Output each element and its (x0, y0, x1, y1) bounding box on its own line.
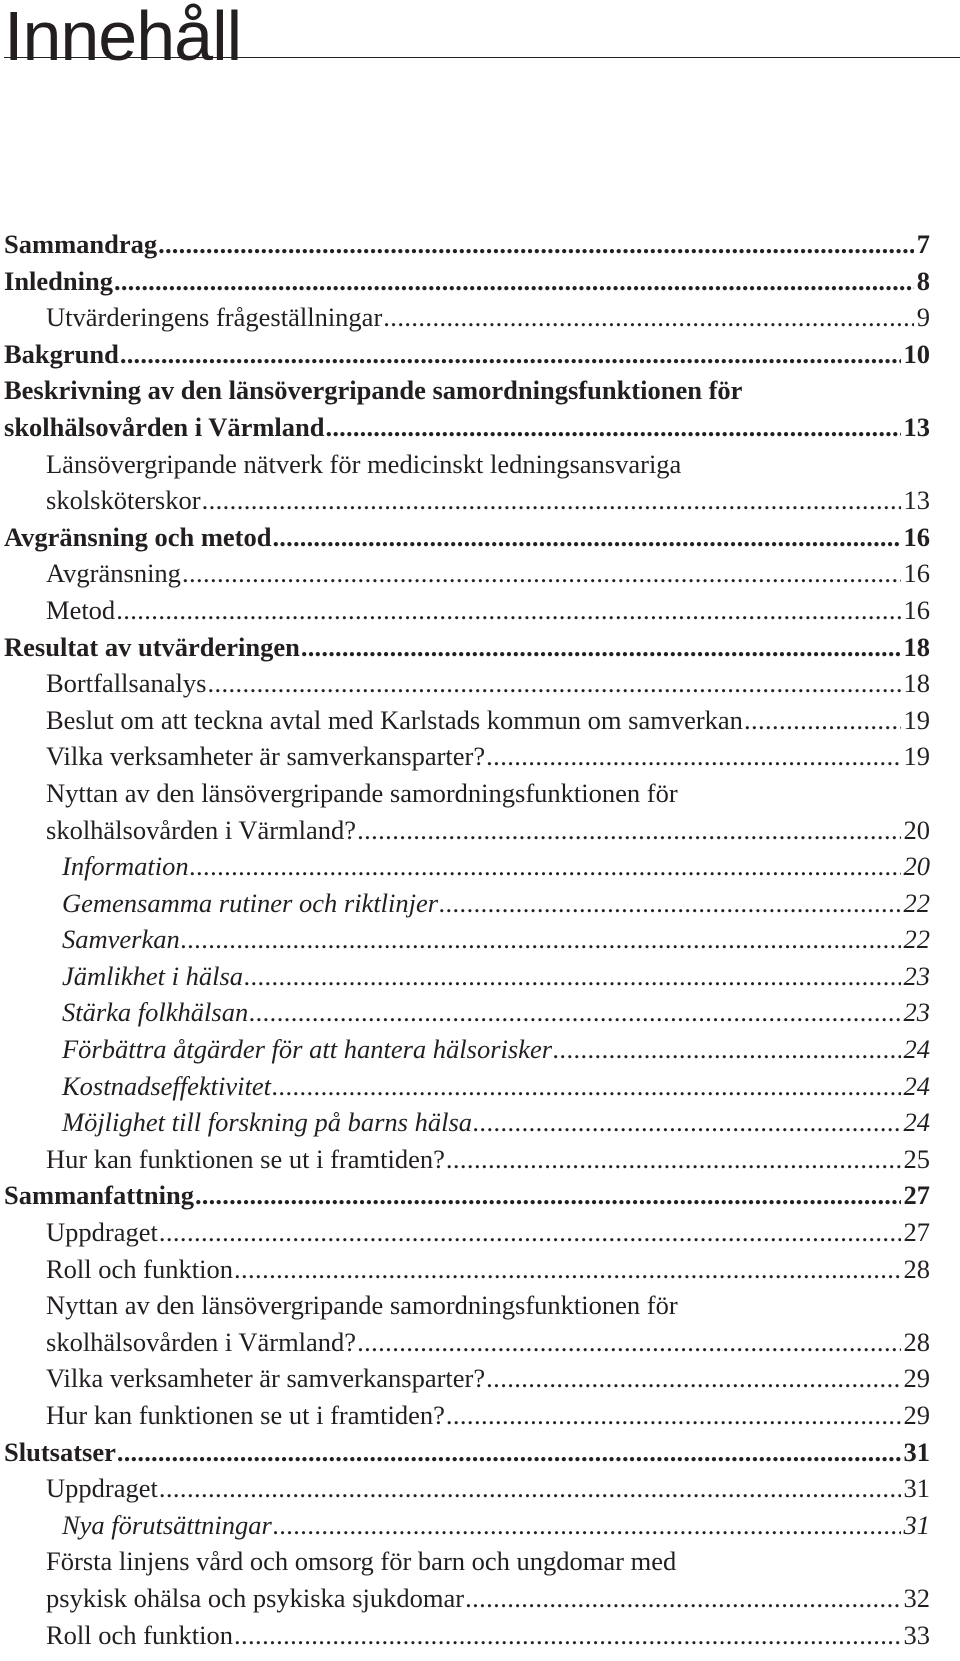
toc-entry-page-number: 8 (916, 265, 930, 296)
dot-leader (357, 812, 900, 849)
dot-leader (190, 848, 901, 885)
toc-entry-page-number: 16 (903, 594, 930, 625)
toc-entry[interactable] (4, 629, 930, 666)
toc-entry-title: Länsövergripande nätverk för medicinskt ledningsansvariga (46, 448, 682, 479)
toc-entry[interactable] (4, 1397, 930, 1434)
toc-entry-page-number: 27 (903, 1217, 930, 1248)
toc-entry-title: Metod (46, 594, 116, 625)
toc-entry-title: Bortfallsanalys (46, 668, 207, 699)
dot-leader (553, 1031, 900, 1068)
toc-entry[interactable] (4, 1068, 930, 1105)
toc-entry-page-number: 7 (916, 229, 930, 259)
toc-entry-title: psykisk ohälsa och psykiska sjukdomar (46, 1582, 465, 1613)
toc-entry-title: Jämlikhet i hälsa (62, 960, 244, 991)
toc-entry[interactable] (4, 555, 930, 592)
dot-leader (182, 555, 901, 592)
toc-entry-page-number: 18 (903, 668, 930, 699)
dot-leader (744, 702, 901, 739)
dot-leader (234, 1251, 901, 1288)
toc-entry[interactable] (4, 592, 930, 629)
toc-entry-page-number: 22 (903, 887, 930, 918)
toc-entry-page-number: 18 (903, 631, 930, 662)
toc-entry[interactable] (4, 1360, 930, 1397)
toc-entry-title: skolsköterskor (46, 485, 201, 516)
toc-entry-title: Vilka verksamheter är samverkansparter? (46, 1363, 486, 1394)
toc-entry-title: Slutsatser (4, 1436, 116, 1467)
toc-entry-title: Inledning (4, 265, 114, 296)
dot-leader (272, 1068, 900, 1105)
dot-leader (273, 1507, 901, 1544)
toc-entry[interactable] (4, 372, 930, 445)
dot-leader (159, 1470, 901, 1507)
toc-entry-page-number: 33 (903, 1619, 930, 1650)
dot-leader (446, 1141, 901, 1178)
toc-entry-page-number: 10 (903, 338, 930, 369)
toc-entry-page-number: 20 (903, 814, 930, 845)
toc-entry[interactable] (4, 1617, 930, 1654)
toc-entry[interactable] (4, 885, 930, 922)
toc-entry[interactable] (4, 1251, 930, 1288)
toc-entry-page-number: 16 (903, 521, 930, 552)
toc-entry-title: Gemensamma rutiner och riktlinjer (62, 887, 439, 918)
toc-entry[interactable] (4, 263, 930, 300)
toc-entry-title: Vilka verksamheter är samverkansparter? (46, 741, 486, 772)
toc-entry-title: Nya förutsättningar (62, 1509, 272, 1540)
toc-entry-page-number: 29 (903, 1363, 930, 1394)
toc-entry[interactable] (4, 665, 930, 702)
toc-entry[interactable] (4, 1177, 930, 1214)
toc-entry[interactable] (4, 958, 930, 995)
toc-entry-title: Information (62, 851, 189, 882)
dot-leader (301, 629, 901, 666)
toc-entry-title: Roll och funktion (46, 1253, 233, 1284)
toc-entry-page-number: 31 (903, 1509, 930, 1540)
toc-entry-page-number: 28 (903, 1326, 930, 1357)
toc-entry-page-number: 22 (903, 924, 930, 955)
dot-leader (439, 885, 900, 922)
toc-entry-title: Sammanfattning (4, 1180, 194, 1211)
toc-entry[interactable] (4, 1543, 930, 1616)
toc-entry[interactable] (4, 738, 930, 775)
toc-entry-title: Hur kan funktionen se ut i framtiden? (46, 1143, 445, 1174)
toc-entry[interactable] (4, 921, 930, 958)
dot-leader (272, 519, 900, 556)
toc-entry-title: Nyttan av den länsövergripande samordningsfunktionen för (46, 777, 678, 808)
toc-entry-page-number: 13 (903, 485, 930, 516)
toc-entry[interactable] (4, 1031, 930, 1068)
toc-entry[interactable] (4, 1287, 930, 1360)
toc-entry-title: Beskrivning av den länsövergripande samordningsfunktionen för (4, 375, 743, 406)
toc-entry-title: Samverkan (62, 924, 180, 955)
toc-entry-page-number: 23 (903, 960, 930, 991)
title-underline (4, 57, 960, 58)
dot-leader (486, 738, 900, 775)
dot-leader (465, 1580, 900, 1617)
toc-entry[interactable] (4, 1214, 930, 1251)
dot-leader (202, 482, 901, 519)
toc-entry-page-number: 13 (903, 411, 930, 442)
toc-entry-title: Roll och funktion (46, 1619, 233, 1650)
toc-entry-title: skolhälsovården i Värmland? (46, 814, 357, 845)
dot-leader (244, 958, 900, 995)
dot-leader (473, 1104, 900, 1141)
toc-entry-title: Hur kan funktionen se ut i framtiden? (46, 1400, 445, 1430)
toc-entry-title: Stärka folkhälsan (62, 997, 249, 1028)
dot-leader (195, 1177, 901, 1214)
toc-entry-title: skolhälsovården i Värmland (4, 411, 325, 442)
table-of-contents (4, 226, 930, 1653)
dot-leader (383, 299, 913, 336)
toc-entry-title: Resultat av utvärderingen (4, 631, 300, 662)
toc-entry-title: Avgränsning och metod (4, 521, 272, 552)
toc-entry-page-number: 9 (916, 302, 930, 333)
dot-leader (120, 336, 901, 373)
dot-leader (116, 592, 900, 629)
toc-entry[interactable] (4, 702, 930, 739)
toc-entry[interactable] (4, 1141, 930, 1178)
toc-entry[interactable] (4, 519, 930, 556)
toc-entry-page-number: 27 (903, 1180, 930, 1211)
toc-entry-title: Uppdraget (46, 1217, 158, 1248)
toc-entry-title: Möjlighet till forskning på barns hälsa (62, 1107, 473, 1138)
dot-leader (207, 665, 900, 702)
toc-entry-page-number: 29 (903, 1400, 930, 1430)
toc-entry-title: Förbättra åtgärder för att hantera hälsorisker (62, 1034, 553, 1065)
toc-entry[interactable] (4, 446, 930, 519)
dot-leader (158, 226, 914, 263)
page-title: Innehåll (4, 0, 242, 75)
toc-entry-title: Uppdraget (46, 1473, 158, 1504)
toc-entry-title: Första linjens vård och omsorg för barn och ungdomar med (46, 1546, 677, 1577)
dot-leader (326, 409, 901, 446)
toc-entry-title: Utvärderingens frågeställningar (46, 302, 383, 333)
toc-entry-title: Bakgrund (4, 338, 119, 369)
toc-entry-title: Beslut om att teckna avtal med Karlstads kommun om samverkan (46, 704, 743, 735)
toc-entry[interactable] (4, 1434, 930, 1471)
dot-leader (486, 1360, 900, 1397)
dot-leader (234, 1617, 901, 1654)
toc-entry[interactable] (4, 1470, 930, 1507)
toc-entry-page-number: 19 (903, 704, 930, 735)
toc-entry[interactable] (4, 994, 930, 1031)
toc-entry[interactable] (4, 1507, 930, 1544)
dot-leader (181, 921, 901, 958)
toc-entry[interactable] (4, 1104, 930, 1141)
toc-entry-page-number: 24 (903, 1034, 930, 1065)
toc-entry-page-number: 24 (903, 1070, 930, 1101)
toc-entry-page-number: 20 (903, 851, 930, 882)
dot-leader (159, 1214, 901, 1251)
toc-entry-page-number: 31 (903, 1473, 930, 1504)
toc-entry[interactable] (4, 848, 930, 885)
toc-entry-page-number: 32 (903, 1582, 930, 1613)
toc-entry-page-number: 19 (903, 741, 930, 772)
dot-leader (446, 1397, 901, 1434)
toc-entry-page-number: 25 (903, 1143, 930, 1174)
dot-leader (114, 263, 914, 300)
toc-entry-page-number: 24 (903, 1107, 930, 1138)
toc-entry[interactable] (4, 226, 930, 263)
toc-entry-title: Kostnadseffektivitet (62, 1070, 272, 1101)
toc-entry-page-number: 16 (903, 558, 930, 589)
toc-entry[interactable] (4, 299, 930, 336)
toc-entry-page-number: 28 (903, 1253, 930, 1284)
dot-leader (357, 1324, 900, 1361)
toc-entry-title: Avgränsning (46, 558, 181, 589)
dot-leader (249, 994, 900, 1031)
toc-entry-page-number: 23 (903, 997, 930, 1028)
dot-leader (117, 1434, 901, 1471)
toc-entry[interactable] (4, 775, 930, 848)
toc-entry-title: Nyttan av den länsövergripande samordningsfunktionen för (46, 1290, 678, 1321)
toc-entry-title: Sammandrag (4, 229, 158, 259)
toc-entry[interactable] (4, 336, 930, 373)
toc-entry-page-number: 31 (903, 1436, 930, 1467)
toc-entry-title: skolhälsovården i Värmland? (46, 1326, 357, 1357)
